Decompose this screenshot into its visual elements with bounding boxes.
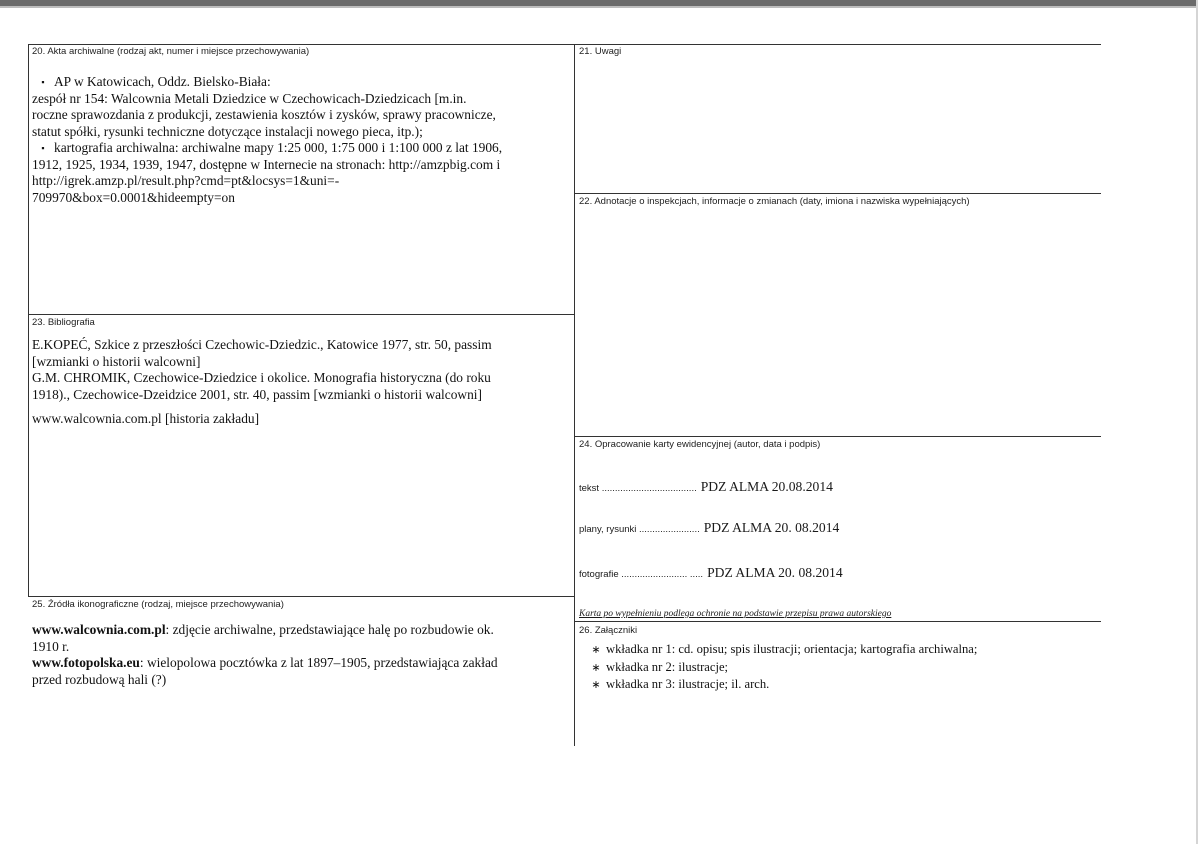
archive-line: 1912, 1925, 1934, 1939, 1947, dostępne w Internecie na stronach: http://amzpbig.com i [32, 156, 501, 172]
archive-line: 709970&box=0.0001&hideempty=on [32, 189, 235, 205]
rule-23-25 [28, 596, 574, 597]
center-divider [574, 44, 575, 746]
section-25-label: 25. Źródła ikonograficzne (rodzaj, miejsce przechowywania) [32, 599, 284, 610]
archive-item-1: ▪ AP w Katowicach, Oddz. Bielsko-Biała: [32, 74, 572, 91]
archive-line: zespół nr 154: Walcownia Metali Dziedzice w Czechowicach-Dziedzicach [m.in. [32, 90, 467, 106]
section-20-label: 20. Akta archiwalne (rodzaj akt, numer i miejsce przechowywania) [32, 46, 310, 57]
rule-22-24 [574, 436, 1101, 437]
archive-item-2: ▪ kartografia archiwalna: archiwalne mapy 1:25 000, 1:75 000 i 1:100 000 z lat 1906, [32, 140, 572, 157]
section-25-content [32, 622, 572, 688]
bibliography-line: G.M. CHROMIK, Czechowice-Dziedzice i okolice. Monografia historyczna (do roku [32, 370, 491, 385]
asterisk-icon: ∗ [591, 661, 601, 674]
section-21-label: 21. Uwagi [579, 46, 622, 57]
archive-line: http://igrek.amzp.pl/result.php?cmd=pt&locsys=1&uni=- [32, 173, 340, 188]
bibliography-line: [wzmianki o historii walcowni] [32, 353, 201, 369]
archive-line: statut spółki, rysunki techniczne dotyczące instalacji nowego pieca, itp.); [32, 123, 423, 139]
section-23-content [32, 337, 572, 428]
rule-20-23 [28, 314, 574, 315]
left-border [28, 44, 29, 596]
scan-top-shadow [0, 6, 1198, 8]
archive-line: roczne sprawozdania z produkcji, zestawienia kosztów i zysków, sprawy pracownicze, [32, 107, 496, 122]
bullet-icon: ▪ [41, 143, 45, 153]
bullet-icon: ▪ [41, 77, 45, 87]
iconography-line: przed rozbudową hali (?) [32, 671, 167, 687]
top-rule [28, 44, 1101, 45]
rule-24-26 [574, 621, 1101, 622]
section-26-label: 26. Załączniki [579, 625, 638, 636]
section-23-label: 23. Bibliografia [32, 317, 95, 328]
copyright-note: Karta po wypełnieniu podlega ochronie na podstawie przepisu prawa autorskiego [579, 609, 892, 619]
bibliography-line: E.KOPEĆ, Szkice z przeszłości Czechowic-Dziedzic., Katowice 1977, str. 50, passim [32, 337, 492, 352]
asterisk-icon: ∗ [591, 644, 601, 656]
attachment-item-1: ∗ wkładka nr 1: cd. opisu; spis ilustracji; orientacja; kartografia archiwalna; [586, 641, 1096, 659]
signature-row-tekst: tekst .................................... PDZ ALMA 20.08.2014 [579, 479, 833, 494]
signature-row-plany: plany, rysunki ....................... PDZ ALMA 20. 08.2014 [579, 520, 840, 535]
iconography-item-1: www.walcownia.com.pl: zdjęcie archiwalne, przedstawiające halę po rozbudowie ok. [32, 622, 494, 637]
iconography-line: 1910 r. [32, 638, 70, 654]
signature-row-foto: fotografie ......................... ..... PDZ ALMA 20. 08.2014 [579, 565, 843, 580]
asterisk-icon: ∗ [591, 679, 601, 691]
attachment-item-3: ∗ wkładka nr 3: ilustracje; il. arch. [586, 676, 1096, 694]
attachment-item-2: ∗ wkładka nr 2: ilustracje; [586, 659, 1096, 677]
bibliography-line: 1918)., Czechowice-Dzeidzice 2001, str. 40, passim [wzmianki o historii walcowni] [32, 386, 482, 402]
section-20-content [32, 74, 572, 206]
rule-21-22 [574, 193, 1101, 194]
iconography-item-2: www.fotopolska.eu: wielopolowa pocztówka z lat 1897–1905, przedstawiająca zakład [32, 655, 498, 670]
section-22-label: 22. Adnotacje o inspekcjach, informacje o zmianach (daty, imiona i nazwiska wypełniających) [579, 196, 970, 207]
section-26-content [586, 641, 1096, 694]
section-24-label: 24. Opracowanie karty ewidencyjnej (autor, data i podpis) [579, 439, 821, 450]
bibliography-line: www.walcownia.com.pl [historia zakładu] [32, 411, 260, 426]
